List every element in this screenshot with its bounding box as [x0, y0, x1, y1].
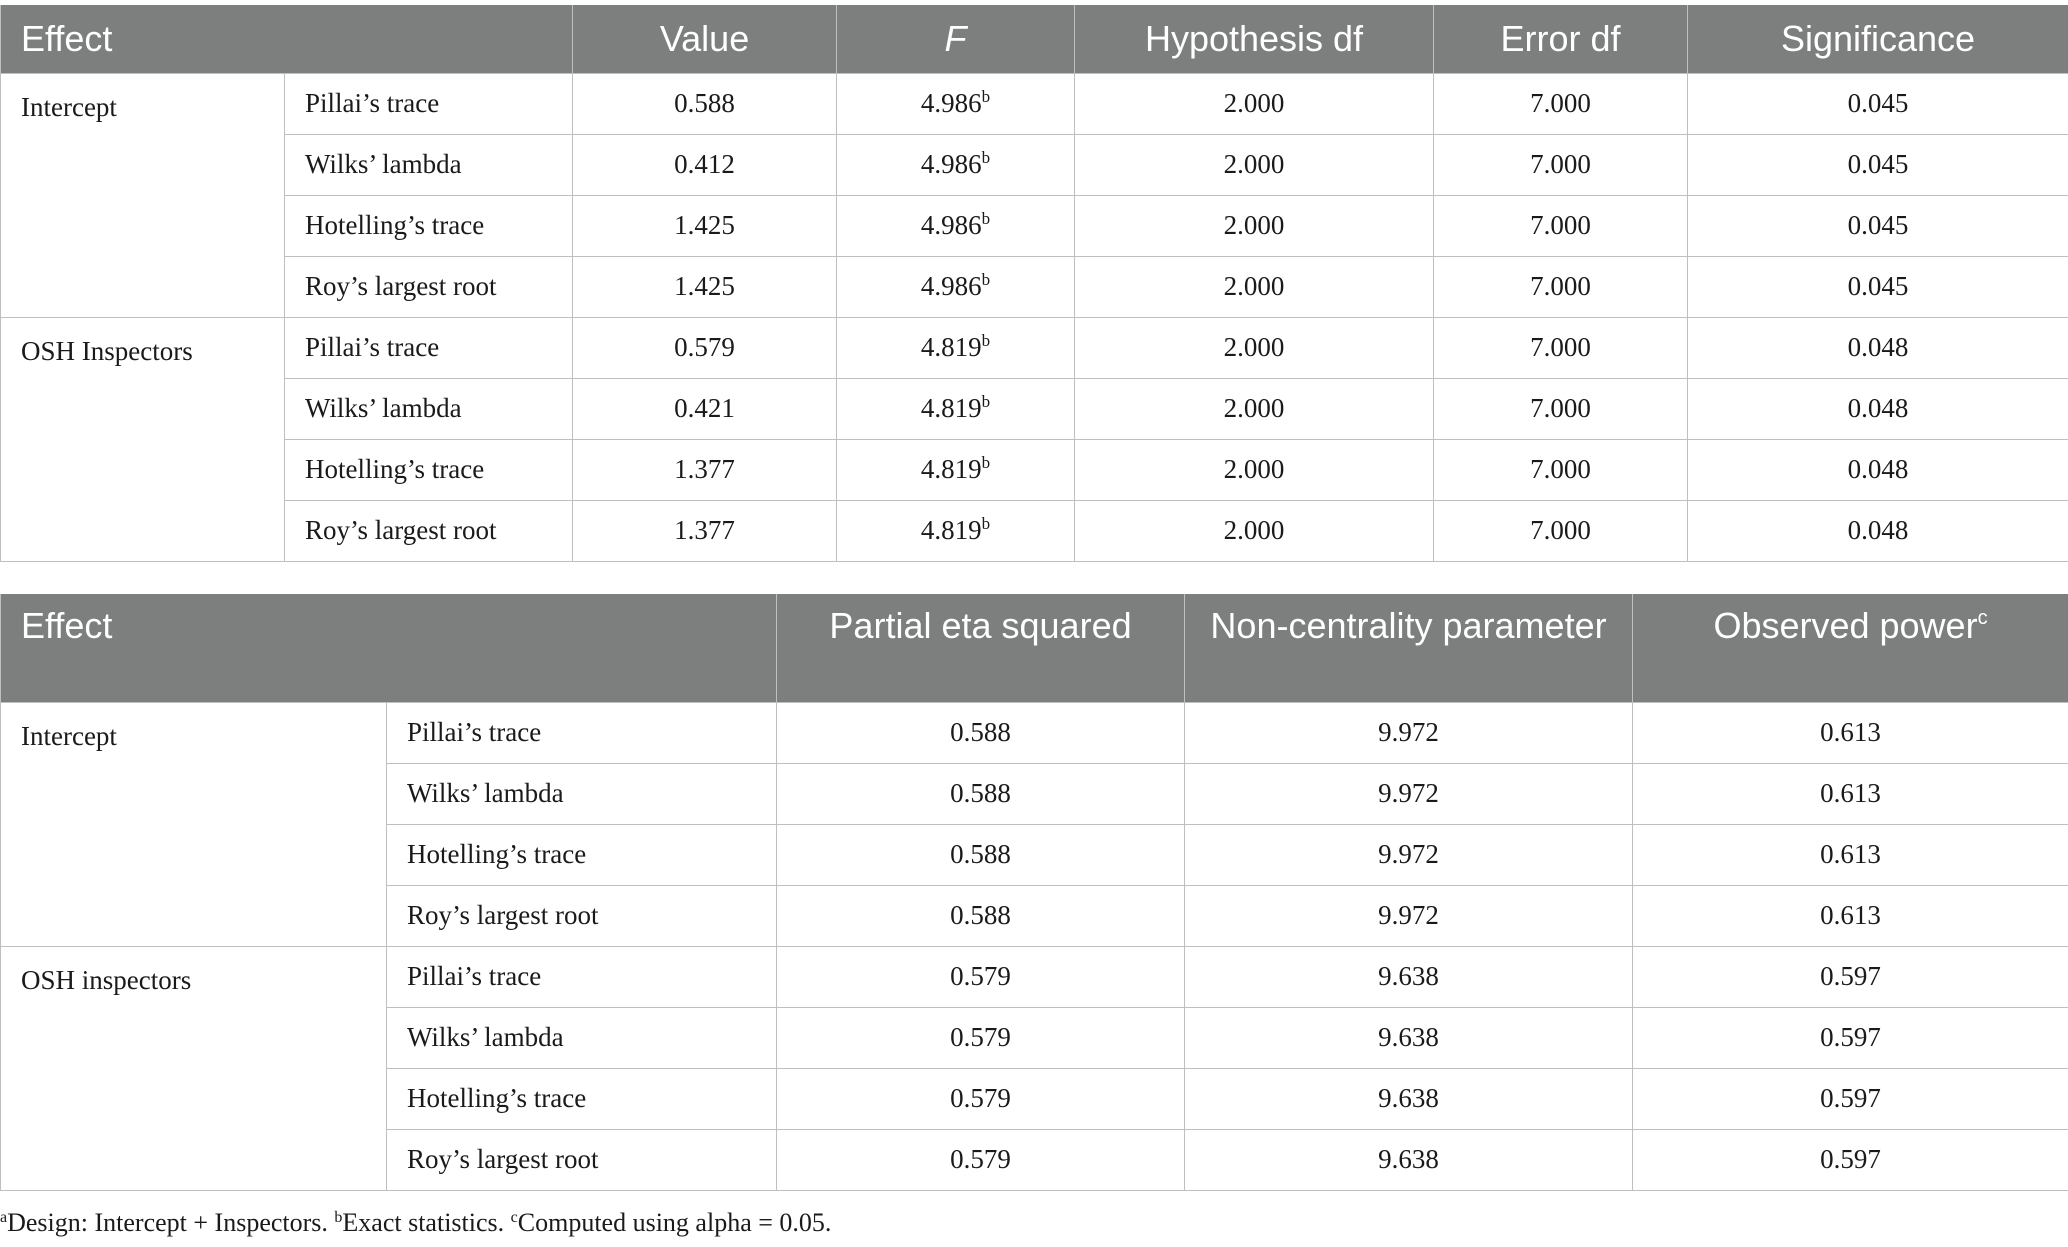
error-df-cell: 7.000: [1434, 500, 1688, 561]
test-name-cell: Pillai’s trace: [285, 317, 573, 378]
test-name-cell: Pillai’s trace: [387, 946, 777, 1007]
hypothesis-df-cell: 2.000: [1075, 195, 1434, 256]
error-df-cell: 7.000: [1434, 317, 1688, 378]
value-cell: 0.579: [573, 317, 837, 378]
f-cell: [837, 439, 1075, 500]
f-value: 4.819: [920, 332, 982, 362]
test-name-cell: Wilks’ lambda: [387, 763, 777, 824]
significance-cell: 0.048: [1688, 317, 2068, 378]
error-df-cell: 7.000: [1434, 73, 1688, 134]
hypothesis-df-cell: 2.000: [1075, 73, 1434, 134]
f-cell: [837, 73, 1075, 134]
header-row: [1, 594, 2068, 702]
header-f: F: [837, 5, 1075, 73]
observed-power-cell: 0.613: [1633, 885, 2068, 946]
table-row: [1, 500, 2068, 561]
header-hypothesis-df: Hypothesis df: [1075, 5, 1434, 73]
observed-power-cell: 0.597: [1633, 1129, 2068, 1190]
significance-cell: 0.048: [1688, 378, 2068, 439]
test-name-cell: Hotelling’s trace: [285, 439, 573, 500]
partial-eta-squared-cell: 0.579: [777, 1007, 1185, 1068]
test-name-cell: Hotelling’s trace: [387, 1068, 777, 1129]
hypothesis-df-cell: 2.000: [1075, 256, 1434, 317]
f-cell: [837, 500, 1075, 561]
hypothesis-df-cell: 2.000: [1075, 378, 1434, 439]
table-row: [1, 439, 2068, 500]
observed-power-cell: 0.613: [1633, 702, 2068, 763]
f-value: 4.819: [920, 454, 982, 484]
observed-power-label: Observed power: [1713, 605, 1978, 646]
f-cell: [837, 378, 1075, 439]
observed-power-cell: 0.613: [1633, 824, 2068, 885]
multivariate-tests-table: [0, 5, 2068, 562]
test-name-cell: Pillai’s trace: [285, 73, 573, 134]
test-name-cell: Hotelling’s trace: [285, 195, 573, 256]
footnote-mark-c: c: [510, 1209, 518, 1226]
header-value: Value: [573, 5, 837, 73]
f-value: 4.986: [920, 271, 982, 301]
hypothesis-df-cell: 2.000: [1075, 500, 1434, 561]
effect-cell: OSH Inspectors: [1, 317, 285, 561]
f-footnote-mark: b: [981, 270, 991, 289]
table-row: [1, 256, 2068, 317]
f-footnote-mark: b: [981, 392, 991, 411]
table-row: [1, 317, 2068, 378]
observed-power-cell: 0.613: [1633, 763, 2068, 824]
value-cell: 1.425: [573, 195, 837, 256]
f-value: 4.986: [920, 88, 982, 118]
table-row: [1, 134, 2068, 195]
value-cell: 1.377: [573, 439, 837, 500]
header-observed-power: [1633, 594, 2068, 702]
header-row: [1, 5, 2068, 73]
partial-eta-squared-cell: 0.588: [777, 885, 1185, 946]
footnote-c-text: Computed using alpha = 0.05.: [517, 1208, 832, 1237]
value-cell: 0.588: [573, 73, 837, 134]
significance-cell: 0.048: [1688, 439, 2068, 500]
non-centrality-cell: 9.972: [1185, 702, 1633, 763]
f-footnote-mark: b: [981, 453, 991, 472]
value-cell: 0.412: [573, 134, 837, 195]
non-centrality-cell: 9.638: [1185, 1068, 1633, 1129]
significance-cell: 0.045: [1688, 134, 2068, 195]
partial-eta-squared-cell: 0.588: [777, 824, 1185, 885]
footnote-mark-b: b: [334, 1209, 343, 1226]
error-df-cell: 7.000: [1434, 256, 1688, 317]
f-value: 4.819: [920, 515, 982, 545]
table-row: [1, 195, 2068, 256]
partial-eta-squared-cell: 0.579: [777, 1129, 1185, 1190]
header-partial-eta-squared: Partial eta squared: [777, 594, 1185, 702]
table2-body: [1, 702, 2068, 1190]
hypothesis-df-cell: 2.000: [1075, 317, 1434, 378]
non-centrality-cell: 9.638: [1185, 1129, 1633, 1190]
observed-power-footnote-mark: c: [1977, 607, 1988, 629]
test-name-cell: Hotelling’s trace: [387, 824, 777, 885]
significance-cell: 0.045: [1688, 256, 2068, 317]
significance-cell: 0.048: [1688, 500, 2068, 561]
table-row: [1, 73, 2068, 134]
observed-power-cell: 0.597: [1633, 1068, 2068, 1129]
footnote-b-text: Exact statistics.: [342, 1208, 511, 1237]
test-name-cell: Pillai’s trace: [387, 702, 777, 763]
effect-cell: Intercept: [1, 702, 387, 946]
error-df-cell: 7.000: [1434, 195, 1688, 256]
footnote-a-text: Design: Intercept + Inspectors.: [7, 1208, 335, 1237]
f-footnote-mark: b: [981, 209, 991, 228]
header-error-df: Error df: [1434, 5, 1688, 73]
header-non-centrality-parameter: Non-centrality parameter: [1185, 594, 1633, 702]
header-effect: Effect: [1, 594, 777, 702]
effect-cell: Intercept: [1, 73, 285, 317]
header-significance: Significance: [1688, 5, 2068, 73]
f-cell: [837, 317, 1075, 378]
test-name-cell: Roy’s largest root: [387, 1129, 777, 1190]
table-row: [1, 378, 2068, 439]
partial-eta-squared-cell: 0.588: [777, 763, 1185, 824]
value-cell: 0.421: [573, 378, 837, 439]
f-footnote-mark: b: [981, 148, 991, 167]
f-cell: [837, 256, 1075, 317]
significance-cell: 0.045: [1688, 73, 2068, 134]
test-name-cell: Roy’s largest root: [387, 885, 777, 946]
error-df-cell: 7.000: [1434, 134, 1688, 195]
effect-cell: OSH inspectors: [1, 946, 387, 1190]
observed-power-cell: 0.597: [1633, 1007, 2068, 1068]
table1-body: [1, 73, 2068, 561]
non-centrality-cell: 9.972: [1185, 824, 1633, 885]
f-footnote-mark: b: [981, 331, 991, 350]
non-centrality-cell: 9.638: [1185, 946, 1633, 1007]
error-df-cell: 7.000: [1434, 439, 1688, 500]
non-centrality-cell: 9.972: [1185, 885, 1633, 946]
f-cell: [837, 195, 1075, 256]
test-name-cell: Wilks’ lambda: [285, 378, 573, 439]
effect-size-power-table: [0, 594, 2068, 1191]
f-value: 4.819: [920, 393, 982, 423]
table-row: [1, 702, 2068, 763]
value-cell: 1.425: [573, 256, 837, 317]
test-name-cell: Wilks’ lambda: [285, 134, 573, 195]
partial-eta-squared-cell: 0.588: [777, 702, 1185, 763]
f-footnote-mark: b: [981, 514, 991, 533]
f-value: 4.986: [920, 149, 982, 179]
test-name-cell: Wilks’ lambda: [387, 1007, 777, 1068]
table-row: [1, 946, 2068, 1007]
footnote-mark-a: a: [0, 1209, 8, 1226]
significance-cell: 0.045: [1688, 195, 2068, 256]
test-name-cell: Roy’s largest root: [285, 500, 573, 561]
partial-eta-squared-cell: 0.579: [777, 1068, 1185, 1129]
value-cell: 1.377: [573, 500, 837, 561]
hypothesis-df-cell: 2.000: [1075, 439, 1434, 500]
f-footnote-mark: b: [981, 87, 991, 106]
table-footnote: [0, 1208, 831, 1238]
error-df-cell: 7.000: [1434, 378, 1688, 439]
f-cell: [837, 134, 1075, 195]
test-name-cell: Roy’s largest root: [285, 256, 573, 317]
hypothesis-df-cell: 2.000: [1075, 134, 1434, 195]
non-centrality-cell: 9.638: [1185, 1007, 1633, 1068]
non-centrality-cell: 9.972: [1185, 763, 1633, 824]
partial-eta-squared-cell: 0.579: [777, 946, 1185, 1007]
header-effect: Effect: [1, 5, 573, 73]
observed-power-cell: 0.597: [1633, 946, 2068, 1007]
f-value: 4.986: [920, 210, 982, 240]
